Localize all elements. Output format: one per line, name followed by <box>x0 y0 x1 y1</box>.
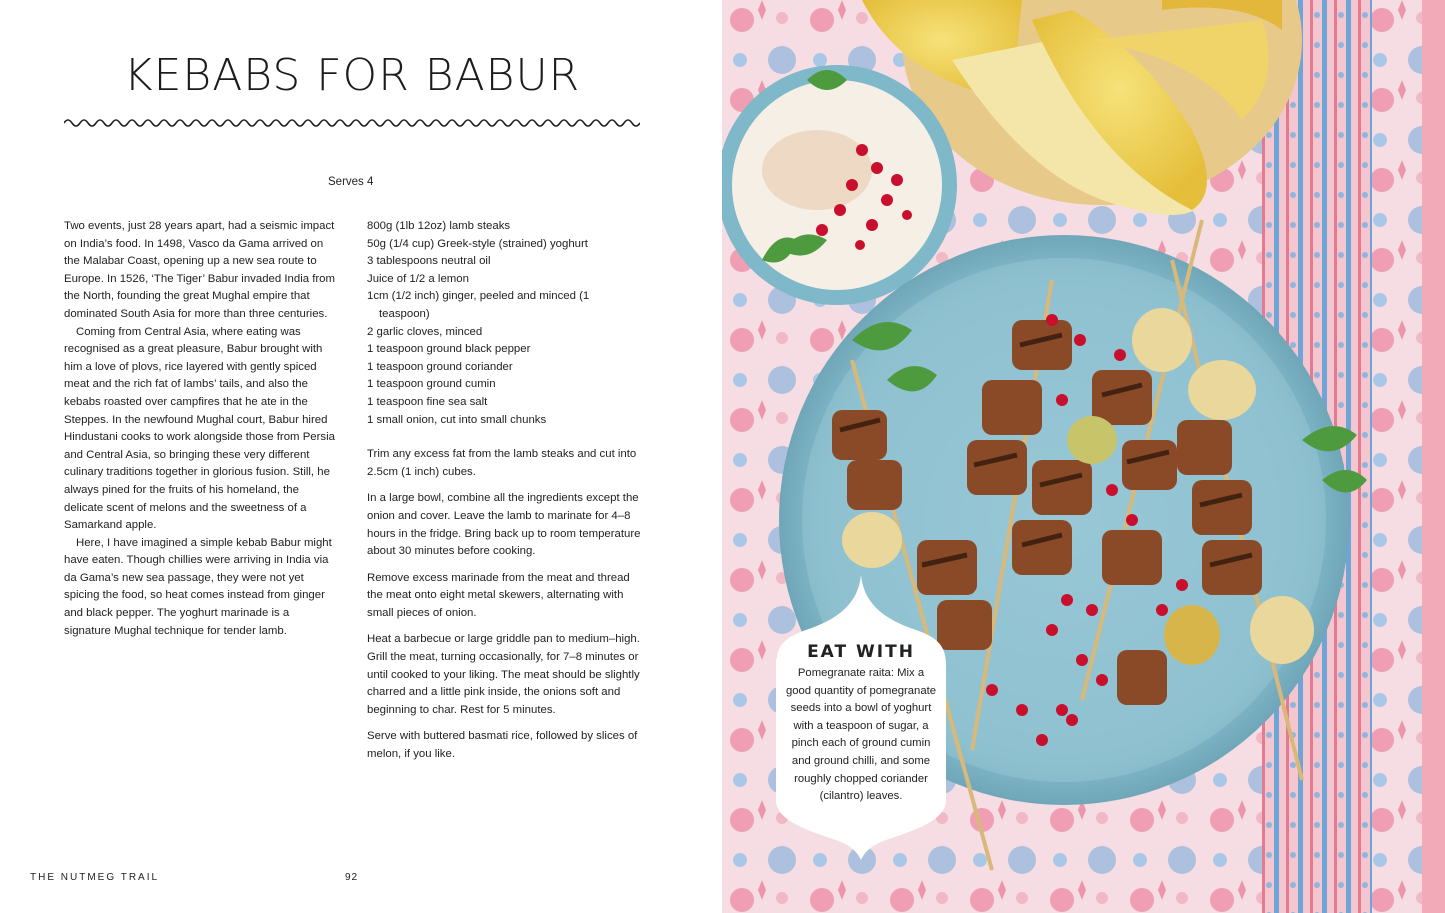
recipe-title: KEBABS FOR BABUR <box>123 50 581 101</box>
ingredient-item: 1 teaspoon fine sea salt <box>367 395 488 408</box>
decorative-wave-divider <box>64 116 640 130</box>
eat-with-body: Pomegranate raita: Mix a good quantity of pomegranate seeds into a bowl of yoghurt with a teaspoon of sugar, a pinch each of ground cumin and ground chilli, and some roughly chopped coriander (cilantro) leaves. <box>785 667 937 803</box>
eat-with-text <box>784 641 938 806</box>
method-step: Trim any excess fat from the lamb steaks and cut into 2.5cm (1 inch) cubes. <box>367 448 637 478</box>
page-number: 92 <box>345 872 359 883</box>
ingredient-item: 1 teaspoon ground black pepper <box>367 343 531 356</box>
method-step: Heat a barbecue or large griddle pan to medium–high. Grill the meat, turning occasionally, for 7–8 minutes or until cooked to your liking. The meat should be slightly charred and a little pink inside, the onions soft and beginning to char. Rest for 5 minutes. <box>367 633 640 716</box>
ingredient-item: 800g (1lb 12oz) lamb steaks <box>367 220 511 232</box>
intro-text <box>64 218 336 640</box>
eat-with-callout <box>776 575 946 860</box>
ingredient-list <box>367 218 643 429</box>
ingredient-item: Juice of 1/2 a lemon <box>367 272 469 285</box>
method-steps <box>367 446 643 764</box>
method-step: Serve with buttered basmati rice, followed by slices of melon, if you like. <box>367 730 638 761</box>
eat-with-heading: EAT WITH <box>807 642 915 662</box>
serves-label: Serves 4 <box>328 176 374 188</box>
intro-paragraph: Coming from Central Asia, where eating was recognised as a great pleasure, Babur brought with him a love of plovs, rice layered with gently spiced meat and the rich fat of lambs’ tails, and also the kebabs roasted over campfires that he ate in the Steppes. In the newfound Mughal court, Babur hired Hindustani cooks to work alongside those from Persia and Central Asia, so bringing these very different culinary traditions together in glorious fusion. Still, he always pined for the fruits of his homeland, the delicate scent of melons and the sweetness of a Samarkand apple. <box>64 325 335 532</box>
ingredient-item: 1cm (1/2 inch) ginger, peeled and minced (1 teaspoon) <box>367 290 590 320</box>
ingredient-item: 1 small onion, cut into small chunks <box>367 413 547 426</box>
ingredient-item: 1 teaspoon ground coriander <box>367 360 513 373</box>
ingredient-item: 3 tablespoons neutral oil <box>367 255 491 268</box>
ingredient-item: 2 garlic cloves, minced <box>367 325 483 338</box>
left-page <box>0 0 722 913</box>
raita-bowl <box>722 65 957 305</box>
recipe-column <box>367 218 643 773</box>
ingredient-item: 1 teaspoon ground cumin <box>367 378 496 391</box>
ingredient-item: 50g (1/4 cup) Greek-style (strained) yoghurt <box>367 237 588 250</box>
footer-book-title: THE NUTMEG TRAIL <box>30 872 160 883</box>
method-step: Remove excess marinade from the meat and thread the meat onto eight metal skewers, alternating with small pieces of onion. <box>367 571 630 619</box>
method-step: In a large bowl, combine all the ingredients except the onion and cover. Leave the lamb to marinate for 4–8 hours in the fridge. Bring back up to room temperature about 30 minutes before cooking. <box>367 492 641 558</box>
intro-paragraph: Here, I have imagined a simple kebab Babur might have eaten. Though chillies were arriving in India via da Gama’s new sea passage, they were not yet spicing the food, so heat comes instead from ginger and black pepper. The yoghurt marinade is a signature Mughal technique for tender lamb. <box>64 536 332 637</box>
intro-paragraph: Two events, just 28 years apart, had a seismic impact on India’s food. In 1498, Vasco da Gama arrived on the Malabar Coast, opening up a new sea route to Europe. In 1526, ‘The Tiger’ Babur invaded India from the North, founding the great Mughal empire that dominated South Asia for more than three centuries. <box>64 220 336 320</box>
